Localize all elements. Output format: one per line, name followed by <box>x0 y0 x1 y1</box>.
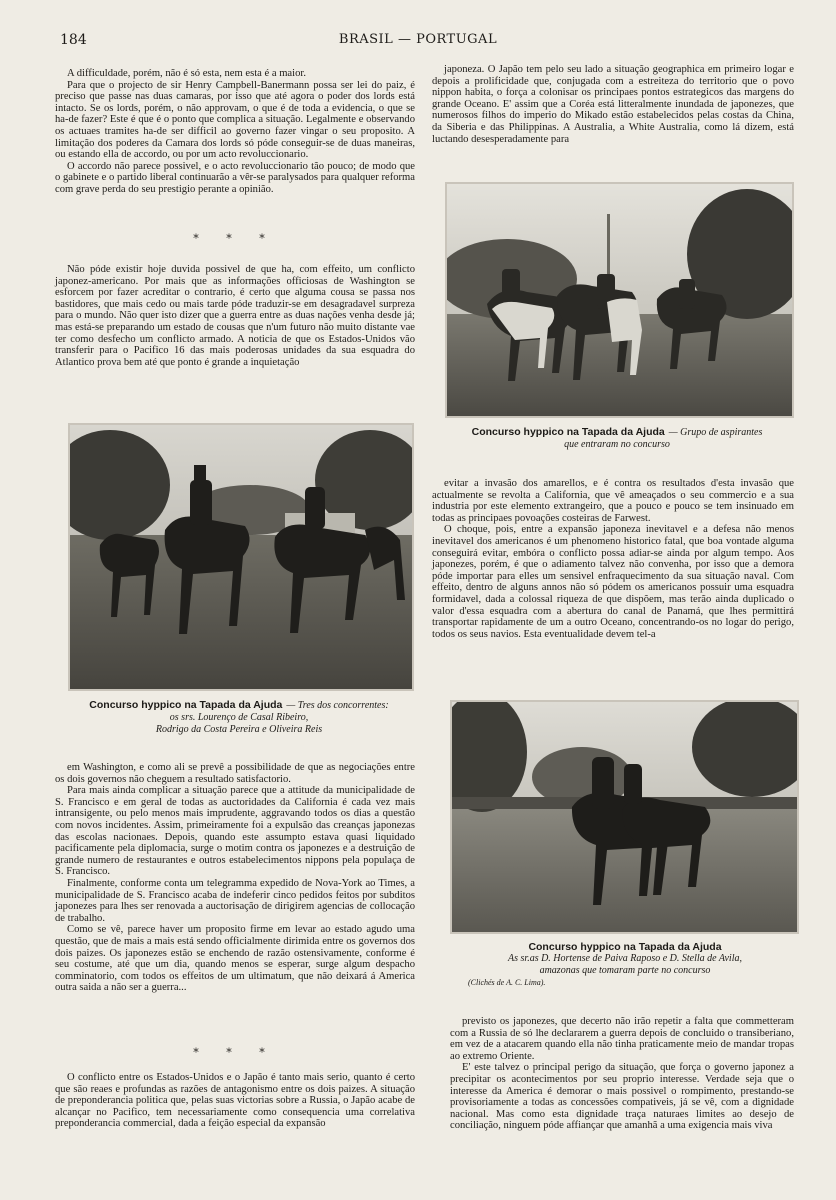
section-asterism: * * * <box>193 232 277 245</box>
photo-two-horsewomen <box>450 700 799 934</box>
section-asterism: * * * <box>193 1046 277 1059</box>
page-header <box>0 30 836 50</box>
figure-caption-2 <box>55 698 423 736</box>
left-text-block-1 <box>55 68 415 196</box>
paragraph: previsto os japonezes, que decerto não irão repetir a falta que commetteram com a Russia de só lhe declararem a guerra depois de concluido o transiberiano, em vez de a atacarem quando ella não tinha praticamente meio de mandar tropas ao extremo Oriente. <box>450 1016 794 1062</box>
caption-subtitle: — Tres dos concorrentes: <box>286 700 389 711</box>
photo-illustration <box>447 184 792 416</box>
figure-caption-1 <box>432 425 802 451</box>
left-text-block-2 <box>55 264 415 368</box>
paragraph: Para que o projecto de sir Henry Campbell-Banermann possa ser lei do paiz, é preciso que passe nas duas camaras, por isso que até agora o poder dos lords está intacto. Se os lords, porém, o não approvam, o que é de toda a evidencia, o que se ha-de fazer? Este é que é o ponto que complica a situação. Legalmente e observando os actuaes tramites ha-de ser difficil ao governo fazer vingar o seu proposito. A limitação dos poderes da Camara dos lords só póde conseguir-se de duas maneiras, ou estando ella de accordo, ou por um acto revoluccionario. <box>55 79 415 161</box>
right-text-block-1 <box>432 64 794 145</box>
paragraph: Finalmente, conforme conta um telegramma expedido de Nova-York ao Times, a municipalidade de S. Francisco acaba de indeferir cinco pedidos feitos por subditos japonezes para lhes ser renovada a auctorisação de dirigirem agencias de collocação de trabalho. <box>55 877 415 924</box>
caption-line: que entraram no concurso <box>564 439 670 450</box>
photo-credit: (Clichés de A. C. Lima). <box>468 978 546 987</box>
caption-subtitle: — Grupo de aspirantes <box>668 427 763 438</box>
paragraph: Não póde existir hoje duvida possivel de que ha, com effeito, um conflicto japonez-americano. Por mais que as informações officiosas de Washington se esforcem por fazer acreditar o contrario, é certo que alguma cousa se passa nos bastidores, que mais cedo ou mais tarde póde traduzir-se em desagradavel surpreza para o mundo. Não quer isto dizer que a guerra entre as duas nações venha desde já; mas está-se preparando um estado de cousas que n'um futuro não muito distante vae ter como desfecho um conflicto armado. A noticia de que os Estados-Unidos vão transferir para o Pacifico 16 das mais poderosas unidades da sua esquadra do Atlantico prova bem até que ponto é grande a inquietação <box>55 264 415 368</box>
caption-title: Concurso hyppico na Tapada da Ajuda <box>89 699 283 711</box>
caption-line: os srs. Lourenço de Casal Ribeiro, <box>169 712 309 723</box>
left-text-block-3 <box>55 762 415 994</box>
figure-caption-3 <box>440 941 810 989</box>
caption-line: Rodrigo da Costa Pereira e Oliveira Reis <box>155 724 323 735</box>
paragraph: E' este talvez o principal perigo da situação, que força o governo japonez a precipitar os acontecimentos por seu proprio interesse. Verdade seja que o interesse da America é demorar o mais possivel o rompimento, prestando-se provisoriamente a todas as concessões compativeis, já se vê, com a dignidade nacional. Mas como esta dignidade traça naturaes limites ao desejo de conciliação, ninguem póde affiançar que amanhã a uma exigencia mais viva <box>450 1062 794 1132</box>
paragraph: O accordo não parece possivel, e o acto revoluccionario tão pouco; de modo que o gabinete e o partido liberal continuarão a vêr-se paralysados para qualquer reforma com grave perda do seu prestigio perante a opinião. <box>55 160 415 195</box>
photo-illustration <box>70 425 412 689</box>
paragraph: japoneza. O Japão tem pelo seu lado a situação geographica em primeiro logar e depois a prolificidade que, conjugada com a estreiteza do territorio que o povo nippon habita, o força a colonisar os principaes pontos estrategicos das margens do grande Oceano. E' assim que a Coréa está litteralmente inundada de japonezes, que numerosos filhos do imperio do Mikado estão estabelecidos pelas costas da China, da Siberia e das Philippinas. A Australia, a White Australia, como lá dizem, está luctando desesperadamente para <box>432 64 794 145</box>
right-text-block-2 <box>432 478 794 640</box>
caption-title: Concurso hyppico na Tapada da Ajuda <box>471 426 665 438</box>
caption-line: As sr.as D. Hortense de Paiva Raposo e D. Stella de Avila, <box>508 953 742 964</box>
paragraph: em Washington, e como ali se prevê a possibilidade de que as negociações entre os dois governos não cheguem a resultado satisfactorio. <box>55 762 415 785</box>
paragraph: Como se vê, parece haver um proposito firme em levar ao estado agudo uma questão, que de mais a mais está sendo officialmente dirimida entre os governos dos dois paizes. Os japonezes estão se enchendo de razão ostensivamente, conforme é seu costume, até que um dia, quando menos se esperar, surge algum despacho comminatorio, com todos os effeitos de um ultimatum, que não deixará á America outra saida a não ser a guerra... <box>55 924 415 994</box>
page-number: 184 <box>60 32 87 48</box>
paragraph: Para mais ainda complicar a situação parece que a attitude da municipalidade de S. Francisco e em geral de todas as auctoridades da California é cada vez mais intransigente, ou pelo menos mais imprudente, aggravando todos os dias a questão com novos incidentes. Assim, primeiramente foi a expulsão das creanças japonezas das escolas nacionaes. Depois, quando este assumpto estava quasi liquidado pacificamente pela diplomacia, surge o motim contra os japonezes e a destruição de grande numero de restaurantes e outros estabelecimentos nippons pela populaça de S. Francisco. <box>55 785 415 878</box>
paragraph: evitar a invasão dos amarellos, e é contra os resultados d'esta invasão que actualmente se revolta a California, que vê ameaçados o seu commercio e a sua industria por este elemento extrangeiro, que a pouco e pouco se tem insinuado em todas as principaes povoações costeiras de Farwest. <box>432 478 794 524</box>
paragraph: A difficuldade, porém, não é só esta, nem esta é a maior. <box>67 68 306 79</box>
caption-title: Concurso hyppico na Tapada da Ajuda <box>528 941 722 953</box>
caption-line: amazonas que tomaram parte no concurso <box>539 965 711 976</box>
paragraph: O conflicto entre os Estados-Unidos e o Japão é tanto mais serio, quanto é certo que são reaes e profundas as razões de antagonismo entre os dois paizes. A situação de preponderancia politica que, pelas suas victorias sobre a Russia, o Japão acabe de alcançar no Pacifico, tem necessariamente como consequencia uma correlativa preponderancia commercial, dada a feição especial da expansão <box>55 1072 415 1130</box>
left-text-block-4 <box>55 1072 415 1130</box>
photo-illustration <box>452 702 797 932</box>
photo-three-riders <box>68 423 414 691</box>
paragraph: O choque, pois, entre a expansão japoneza inevitavel e a defesa não menos inevitavel dos americanos é um phenomeno historico fatal, que boa vontade alguma conseguirá evitar, embóra o conflicto possa adiar-se ainda por algum tempo. Aos japonezes, porém, é que o adiamento talvez não convenha, por isso que a demora póde importar para elles um sensivel enfraquecimento da sua situação naval. Com effeito, dentro de alguns annos não só pódem os americanos possuir uma esquadra formidavel, dada a colossal riqueza de que dispõem, mas terão ainda duplicado o valor d'essa esquadra com a abertura do canal de Panamá, que lhes permittirá transportar rapidamente de um a outro Oceano, concentrando-os no logar do perigo, todos os seus navios. Esta eventualidade devem tel-a <box>432 524 794 640</box>
running-title: BRASIL — PORTUGAL <box>338 32 498 47</box>
photo-group-of-riders <box>445 182 794 418</box>
right-text-block-3 <box>450 1016 794 1132</box>
